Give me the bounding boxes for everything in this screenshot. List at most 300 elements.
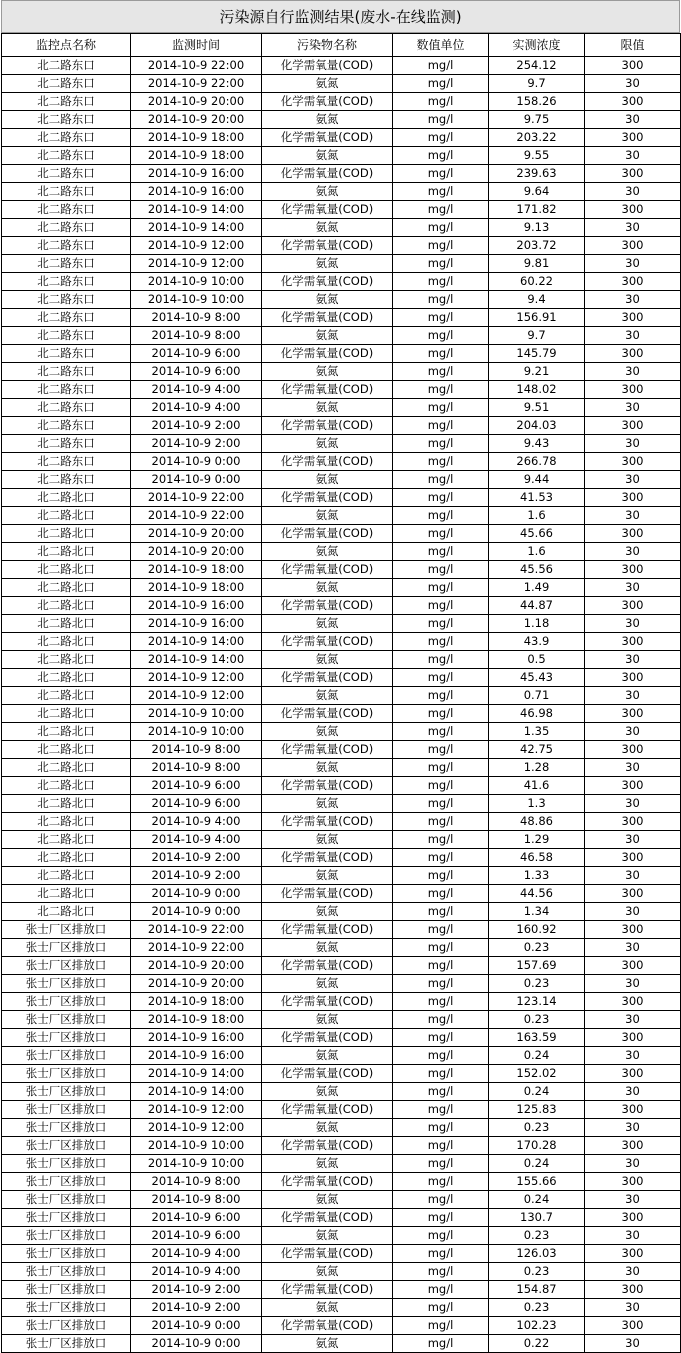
limit-cell: 30 [585,723,681,741]
table-row [2,687,681,705]
pollutant-cell: 氨氮 [262,75,393,93]
pollutant-cell: 氨氮 [262,1083,393,1101]
table-row [2,255,681,273]
unit-cell: mg/l [393,291,489,309]
time-cell: 2014-10-9 20:00 [131,525,262,543]
time-cell: 2014-10-9 8:00 [131,1173,262,1191]
pollutant-cell: 化学需氧量(COD) [262,453,393,471]
site-cell: 北二路北口 [2,525,131,543]
pollutant-cell: 氨氮 [262,903,393,921]
unit-cell: mg/l [393,1119,489,1137]
limit-cell: 300 [585,1317,681,1335]
table-row [2,723,681,741]
pollutant-cell: 化学需氧量(COD) [262,849,393,867]
limit-cell: 300 [585,57,681,75]
time-cell: 2014-10-9 22:00 [131,939,262,957]
unit-cell: mg/l [393,957,489,975]
table-row [2,93,681,111]
limit-cell: 300 [585,1065,681,1083]
limit-cell: 300 [585,129,681,147]
concentration-cell: 254.12 [489,57,585,75]
time-cell: 2014-10-9 0:00 [131,1335,262,1353]
concentration-cell: 204.03 [489,417,585,435]
site-cell: 北二路北口 [2,489,131,507]
concentration-cell: 1.33 [489,867,585,885]
time-cell: 2014-10-9 20:00 [131,93,262,111]
time-cell: 2014-10-9 12:00 [131,687,262,705]
time-cell: 2014-10-9 8:00 [131,759,262,777]
site-cell: 张士厂区排放口 [2,957,131,975]
unit-cell: mg/l [393,741,489,759]
limit-cell: 30 [585,939,681,957]
unit-cell: mg/l [393,255,489,273]
time-cell: 2014-10-9 14:00 [131,651,262,669]
pollutant-cell: 化学需氧量(COD) [262,813,393,831]
pollutant-cell: 氨氮 [262,291,393,309]
limit-cell: 300 [585,93,681,111]
report [1,0,680,1353]
site-cell: 张士厂区排放口 [2,1119,131,1137]
table-row [2,705,681,723]
concentration-cell: 9.43 [489,435,585,453]
unit-cell: mg/l [393,363,489,381]
table-row [2,471,681,489]
limit-cell: 30 [585,687,681,705]
pollutant-cell: 氨氮 [262,1227,393,1245]
limit-cell: 300 [585,777,681,795]
unit-cell: mg/l [393,885,489,903]
pollutant-cell: 氨氮 [262,759,393,777]
table-row [2,1227,681,1245]
pollutant-cell: 化学需氧量(COD) [262,669,393,687]
pollutant-cell: 氨氮 [262,219,393,237]
unit-cell: mg/l [393,309,489,327]
table-row [2,921,681,939]
site-cell: 北二路北口 [2,885,131,903]
pollutant-cell: 氨氮 [262,543,393,561]
unit-cell: mg/l [393,795,489,813]
limit-cell: 300 [585,561,681,579]
pollutant-cell: 化学需氧量(COD) [262,597,393,615]
concentration-cell: 145.79 [489,345,585,363]
site-cell: 北二路东口 [2,345,131,363]
table-row [2,885,681,903]
site-cell: 北二路北口 [2,759,131,777]
concentration-cell: 148.02 [489,381,585,399]
limit-cell: 300 [585,417,681,435]
limit-cell: 30 [585,543,681,561]
time-cell: 2014-10-9 22:00 [131,489,262,507]
site-cell: 张士厂区排放口 [2,975,131,993]
table-row [2,579,681,597]
pollutant-cell: 氨氮 [262,1119,393,1137]
pollutant-cell: 氨氮 [262,1155,393,1173]
site-cell: 张士厂区排放口 [2,1137,131,1155]
unit-cell: mg/l [393,1065,489,1083]
table-row [2,1191,681,1209]
table-row [2,1029,681,1047]
limit-cell: 30 [585,327,681,345]
site-cell: 张士厂区排放口 [2,1173,131,1191]
unit-cell: mg/l [393,561,489,579]
limit-cell: 30 [585,255,681,273]
pollutant-cell: 化学需氧量(COD) [262,525,393,543]
table-row [2,1173,681,1191]
limit-cell: 30 [585,399,681,417]
limit-cell: 30 [585,1191,681,1209]
concentration-cell: 9.44 [489,471,585,489]
site-cell: 张士厂区排放口 [2,1263,131,1281]
concentration-cell: 9.4 [489,291,585,309]
limit-cell: 300 [585,525,681,543]
concentration-cell: 9.51 [489,399,585,417]
concentration-cell: 156.91 [489,309,585,327]
table-row [2,561,681,579]
pollutant-cell: 化学需氧量(COD) [262,129,393,147]
unit-cell: mg/l [393,1209,489,1227]
limit-cell: 300 [585,1245,681,1263]
pollutant-cell: 氨氮 [262,147,393,165]
unit-cell: mg/l [393,1173,489,1191]
unit-cell: mg/l [393,975,489,993]
time-cell: 2014-10-9 6:00 [131,363,262,381]
site-cell: 北二路东口 [2,93,131,111]
pollutant-cell: 氨氮 [262,579,393,597]
limit-cell: 30 [585,291,681,309]
limit-cell: 300 [585,1173,681,1191]
monitoring-table [1,33,681,1353]
unit-cell: mg/l [393,597,489,615]
pollutant-cell: 氨氮 [262,471,393,489]
table-row [2,309,681,327]
limit-cell: 30 [585,903,681,921]
limit-cell: 300 [585,273,681,291]
time-cell: 2014-10-9 22:00 [131,921,262,939]
table-row [2,525,681,543]
time-cell: 2014-10-9 18:00 [131,579,262,597]
time-cell: 2014-10-9 6:00 [131,795,262,813]
site-cell: 北二路北口 [2,723,131,741]
site-cell: 北二路北口 [2,741,131,759]
header-unit: 数值单位 [393,34,489,57]
time-cell: 2014-10-9 14:00 [131,633,262,651]
concentration-cell: 45.43 [489,669,585,687]
site-cell: 张士厂区排放口 [2,1065,131,1083]
table-row [2,903,681,921]
pollutant-cell: 化学需氧量(COD) [262,381,393,399]
time-cell: 2014-10-9 14:00 [131,201,262,219]
limit-cell: 300 [585,453,681,471]
limit-cell: 300 [585,1029,681,1047]
time-cell: 2014-10-9 14:00 [131,1083,262,1101]
unit-cell: mg/l [393,417,489,435]
pollutant-cell: 氨氮 [262,939,393,957]
table-row [2,759,681,777]
table-row [2,651,681,669]
concentration-cell: 170.28 [489,1137,585,1155]
limit-cell: 30 [585,183,681,201]
site-cell: 张士厂区排放口 [2,939,131,957]
site-cell: 张士厂区排放口 [2,1245,131,1263]
table-row [2,57,681,75]
header-pollutant: 污染物名称 [262,34,393,57]
limit-cell: 30 [585,1155,681,1173]
time-cell: 2014-10-9 6:00 [131,345,262,363]
unit-cell: mg/l [393,615,489,633]
concentration-cell: 0.71 [489,687,585,705]
pollutant-cell: 氨氮 [262,687,393,705]
unit-cell: mg/l [393,1155,489,1173]
unit-cell: mg/l [393,867,489,885]
table-row [2,1299,681,1317]
table-row [2,1137,681,1155]
unit-cell: mg/l [393,399,489,417]
unit-cell: mg/l [393,1029,489,1047]
unit-cell: mg/l [393,345,489,363]
table-row [2,399,681,417]
time-cell: 2014-10-9 16:00 [131,1029,262,1047]
site-cell: 北二路东口 [2,471,131,489]
site-cell: 北二路北口 [2,633,131,651]
table-row [2,381,681,399]
limit-cell: 30 [585,831,681,849]
table-row [2,111,681,129]
pollutant-cell: 氨氮 [262,795,393,813]
limit-cell: 300 [585,489,681,507]
concentration-cell: 1.49 [489,579,585,597]
unit-cell: mg/l [393,1137,489,1155]
site-cell: 北二路北口 [2,849,131,867]
time-cell: 2014-10-9 0:00 [131,885,262,903]
report-title: 污染源自行监测结果(废水-在线监测) [1,0,680,33]
site-cell: 北二路北口 [2,705,131,723]
concentration-cell: 9.81 [489,255,585,273]
site-cell: 北二路北口 [2,687,131,705]
pollutant-cell: 氨氮 [262,615,393,633]
unit-cell: mg/l [393,831,489,849]
time-cell: 2014-10-9 8:00 [131,309,262,327]
limit-cell: 300 [585,381,681,399]
pollutant-cell: 氨氮 [262,867,393,885]
site-cell: 北二路北口 [2,867,131,885]
time-cell: 2014-10-9 0:00 [131,903,262,921]
time-cell: 2014-10-9 10:00 [131,705,262,723]
table-row [2,633,681,651]
pollutant-cell: 化学需氧量(COD) [262,957,393,975]
site-cell: 北二路东口 [2,453,131,471]
concentration-cell: 9.21 [489,363,585,381]
pollutant-cell: 氨氮 [262,327,393,345]
time-cell: 2014-10-9 18:00 [131,1011,262,1029]
unit-cell: mg/l [393,435,489,453]
site-cell: 北二路东口 [2,381,131,399]
unit-cell: mg/l [393,669,489,687]
header-time: 监测时间 [131,34,262,57]
site-cell: 北二路东口 [2,165,131,183]
unit-cell: mg/l [393,165,489,183]
time-cell: 2014-10-9 16:00 [131,1047,262,1065]
pollutant-cell: 化学需氧量(COD) [262,741,393,759]
limit-cell: 30 [585,615,681,633]
limit-cell: 30 [585,219,681,237]
concentration-cell: 9.7 [489,327,585,345]
site-cell: 北二路北口 [2,669,131,687]
site-cell: 张士厂区排放口 [2,1047,131,1065]
concentration-cell: 60.22 [489,273,585,291]
concentration-cell: 0.23 [489,1011,585,1029]
table-row [2,345,681,363]
concentration-cell: 0.23 [489,1299,585,1317]
concentration-cell: 130.7 [489,1209,585,1227]
concentration-cell: 1.34 [489,903,585,921]
pollutant-cell: 氨氮 [262,183,393,201]
unit-cell: mg/l [393,57,489,75]
pollutant-cell: 氨氮 [262,111,393,129]
concentration-cell: 9.64 [489,183,585,201]
site-cell: 北二路东口 [2,57,131,75]
concentration-cell: 45.66 [489,525,585,543]
table-row [2,237,681,255]
limit-cell: 30 [585,471,681,489]
unit-cell: mg/l [393,849,489,867]
limit-cell: 300 [585,957,681,975]
site-cell: 北二路东口 [2,219,131,237]
concentration-cell: 9.75 [489,111,585,129]
pollutant-cell: 氨氮 [262,651,393,669]
table-row [2,831,681,849]
time-cell: 2014-10-9 8:00 [131,327,262,345]
table-row [2,1065,681,1083]
concentration-cell: 160.92 [489,921,585,939]
pollutant-cell: 化学需氧量(COD) [262,1065,393,1083]
pollutant-cell: 化学需氧量(COD) [262,1317,393,1335]
unit-cell: mg/l [393,75,489,93]
unit-cell: mg/l [393,1227,489,1245]
limit-cell: 30 [585,1299,681,1317]
time-cell: 2014-10-9 14:00 [131,1065,262,1083]
concentration-cell: 43.9 [489,633,585,651]
concentration-cell: 157.69 [489,957,585,975]
table-row [2,1119,681,1137]
concentration-cell: 102.23 [489,1317,585,1335]
limit-cell: 30 [585,1227,681,1245]
unit-cell: mg/l [393,453,489,471]
concentration-cell: 9.13 [489,219,585,237]
time-cell: 2014-10-9 8:00 [131,741,262,759]
table-row [2,1047,681,1065]
time-cell: 2014-10-9 10:00 [131,1137,262,1155]
time-cell: 2014-10-9 10:00 [131,723,262,741]
time-cell: 2014-10-9 18:00 [131,147,262,165]
concentration-cell: 1.6 [489,507,585,525]
time-cell: 2014-10-9 4:00 [131,813,262,831]
table-row [2,435,681,453]
concentration-cell: 0.23 [489,1119,585,1137]
table-row [2,291,681,309]
site-cell: 北二路东口 [2,129,131,147]
pollutant-cell: 氨氮 [262,1047,393,1065]
site-cell: 北二路北口 [2,579,131,597]
table-row [2,669,681,687]
concentration-cell: 1.28 [489,759,585,777]
limit-cell: 30 [585,867,681,885]
pollutant-cell: 化学需氧量(COD) [262,93,393,111]
table-row [2,1155,681,1173]
concentration-cell: 152.02 [489,1065,585,1083]
unit-cell: mg/l [393,651,489,669]
time-cell: 2014-10-9 12:00 [131,1119,262,1137]
site-cell: 北二路东口 [2,111,131,129]
unit-cell: mg/l [393,705,489,723]
time-cell: 2014-10-9 4:00 [131,831,262,849]
pollutant-cell: 化学需氧量(COD) [262,273,393,291]
limit-cell: 300 [585,705,681,723]
limit-cell: 30 [585,795,681,813]
pollutant-cell: 化学需氧量(COD) [262,201,393,219]
time-cell: 2014-10-9 0:00 [131,471,262,489]
limit-cell: 300 [585,921,681,939]
pollutant-cell: 氨氮 [262,975,393,993]
table-row [2,417,681,435]
site-cell: 张士厂区排放口 [2,1029,131,1047]
header-limit: 限值 [585,34,681,57]
site-cell: 北二路北口 [2,615,131,633]
time-cell: 2014-10-9 2:00 [131,1281,262,1299]
limit-cell: 30 [585,147,681,165]
table-row [2,201,681,219]
pollutant-cell: 氨氮 [262,831,393,849]
unit-cell: mg/l [393,939,489,957]
unit-cell: mg/l [393,813,489,831]
concentration-cell: 0.22 [489,1335,585,1353]
unit-cell: mg/l [393,219,489,237]
pollutant-cell: 化学需氧量(COD) [262,993,393,1011]
limit-cell: 300 [585,345,681,363]
site-cell: 张士厂区排放口 [2,1101,131,1119]
table-row [2,597,681,615]
header-row [2,34,681,57]
time-cell: 2014-10-9 22:00 [131,57,262,75]
time-cell: 2014-10-9 12:00 [131,237,262,255]
concentration-cell: 0.24 [489,1047,585,1065]
time-cell: 2014-10-9 2:00 [131,867,262,885]
concentration-cell: 126.03 [489,1245,585,1263]
concentration-cell: 46.98 [489,705,585,723]
concentration-cell: 0.24 [489,1155,585,1173]
concentration-cell: 48.86 [489,813,585,831]
unit-cell: mg/l [393,1191,489,1209]
pollutant-cell: 氨氮 [262,1263,393,1281]
pollutant-cell: 化学需氧量(COD) [262,561,393,579]
time-cell: 2014-10-9 20:00 [131,975,262,993]
limit-cell: 30 [585,1263,681,1281]
limit-cell: 300 [585,633,681,651]
concentration-cell: 0.24 [489,1083,585,1101]
concentration-cell: 1.3 [489,795,585,813]
site-cell: 北二路北口 [2,795,131,813]
site-cell: 张士厂区排放口 [2,1281,131,1299]
limit-cell: 30 [585,111,681,129]
site-cell: 北二路北口 [2,903,131,921]
site-cell: 北二路东口 [2,255,131,273]
time-cell: 2014-10-9 20:00 [131,543,262,561]
time-cell: 2014-10-9 2:00 [131,435,262,453]
time-cell: 2014-10-9 12:00 [131,669,262,687]
site-cell: 张士厂区排放口 [2,921,131,939]
table-row [2,741,681,759]
concentration-cell: 41.6 [489,777,585,795]
table-row [2,507,681,525]
